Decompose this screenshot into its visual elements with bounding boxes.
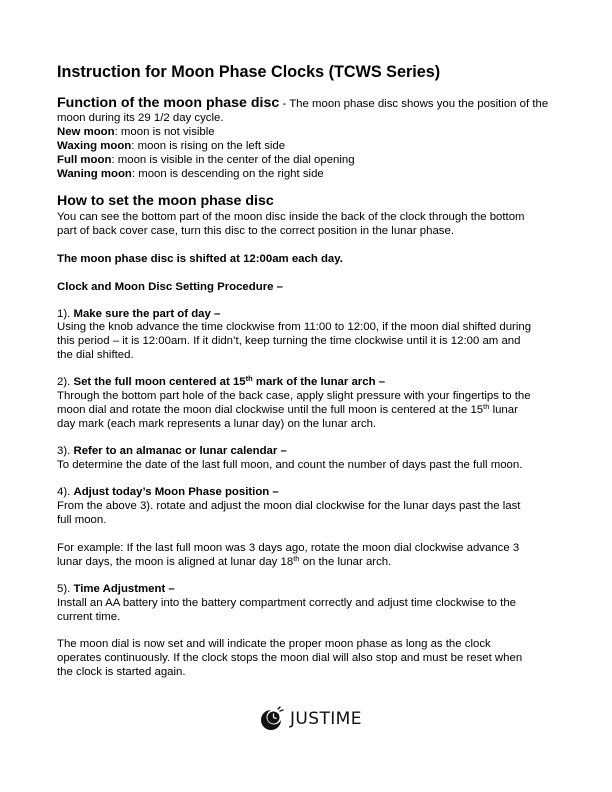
- function-intro-line-1: Function of the moon phase disc - The moon phase disc shows you the position of the: [57, 95, 549, 111]
- step-2-title: 2). Set the full moon centered at 15th mark of the lunar arch –: [57, 374, 386, 388]
- function-intro-line-2: moon during its 29 1/2 day cycle.: [57, 112, 224, 124]
- function-heading: Function of the moon phase disc: [57, 95, 280, 111]
- step-4-title: 4). Adjust today’s Moon Phase position –: [57, 486, 279, 498]
- step-5-title: 5). Time Adjustment –: [57, 583, 175, 595]
- closing-line-1: The moon dial is now set and will indicate the proper moon phase as long as the clock: [57, 638, 491, 650]
- phase-waxing-moon: Waxing moon: moon is rising on the left side: [57, 140, 286, 152]
- step-2-line-1: Through the bottom part hole of the back case, apply slight pressure with your fingertips to the: [57, 390, 531, 402]
- closing-line-2: operates continuously. If the clock stops the moon dial will also stop and must be reset when: [57, 652, 523, 664]
- document-title: Instruction for Moon Phase Clocks (TCWS Series): [57, 63, 441, 81]
- justime-logo: [259, 704, 362, 734]
- example-line-2: lunar days, the moon is aligned at lunar day 18th on the lunar arch.: [57, 554, 392, 568]
- phase-waning-moon: Waning moon: moon is descending on the right side: [57, 168, 324, 180]
- step-4-line-1: From the above 3). rotate and adjust the moon dial clockwise for the lunar days past the last: [57, 500, 521, 512]
- clock-moon-logo-icon: [259, 706, 285, 732]
- closing-line-3: the clock is started again.: [57, 666, 186, 678]
- step-2-line-3: day mark (each mark represents a lunar day) on the lunar arch.: [57, 418, 377, 430]
- procedure-heading: Clock and Moon Disc Setting Procedure –: [57, 281, 283, 293]
- logo-wordmark: JUSTIME: [290, 709, 362, 729]
- step-3-title: 3). Refer to an almanac or lunar calendar –: [57, 445, 287, 457]
- step-2-line-2: moon dial and rotate the moon dial clockwise until the full moon is centered at the 15th lunar: [57, 402, 518, 416]
- phase-new-moon: New moon: moon is not visible: [57, 126, 215, 138]
- step-5-line-1: Install an AA battery into the battery compartment correctly and adjust time clockwise to the: [57, 597, 517, 609]
- set-line-2: part of back cover case, turn this disc to the correct position in the lunar phase.: [57, 225, 454, 237]
- step-1-title: 1). Make sure the part of day –: [57, 308, 221, 320]
- set-line-1: You can see the bottom part of the moon disc inside the back of the clock through the bottom: [57, 211, 525, 223]
- step-5-line-2: current time.: [57, 611, 121, 623]
- step-3-line-1: To determine the date of the last full moon, and count the number of days past the full moon.: [57, 459, 523, 471]
- step-1-line-2: this period – it is 12:00am. If it didn’t, keep turning the time clockwise until it is 12:00 am and: [57, 335, 521, 347]
- shift-note: The moon phase disc is shifted at 12:00am each day.: [57, 253, 343, 265]
- step-1-line-3: the dial shifted.: [57, 349, 134, 361]
- example-line-1: For example: If the last full moon was 3 days ago, rotate the moon dial clockwise advance 3: [57, 542, 520, 554]
- step-1-line-1: Using the knob advance the time clockwise from 11:00 to 12:00, if the moon dial shifted during: [57, 321, 532, 333]
- phase-full-moon: Full moon: moon is visible in the center of the dial opening: [57, 154, 355, 166]
- step-4-line-2: full moon.: [57, 514, 107, 526]
- set-heading: How to set the moon phase disc: [57, 193, 274, 209]
